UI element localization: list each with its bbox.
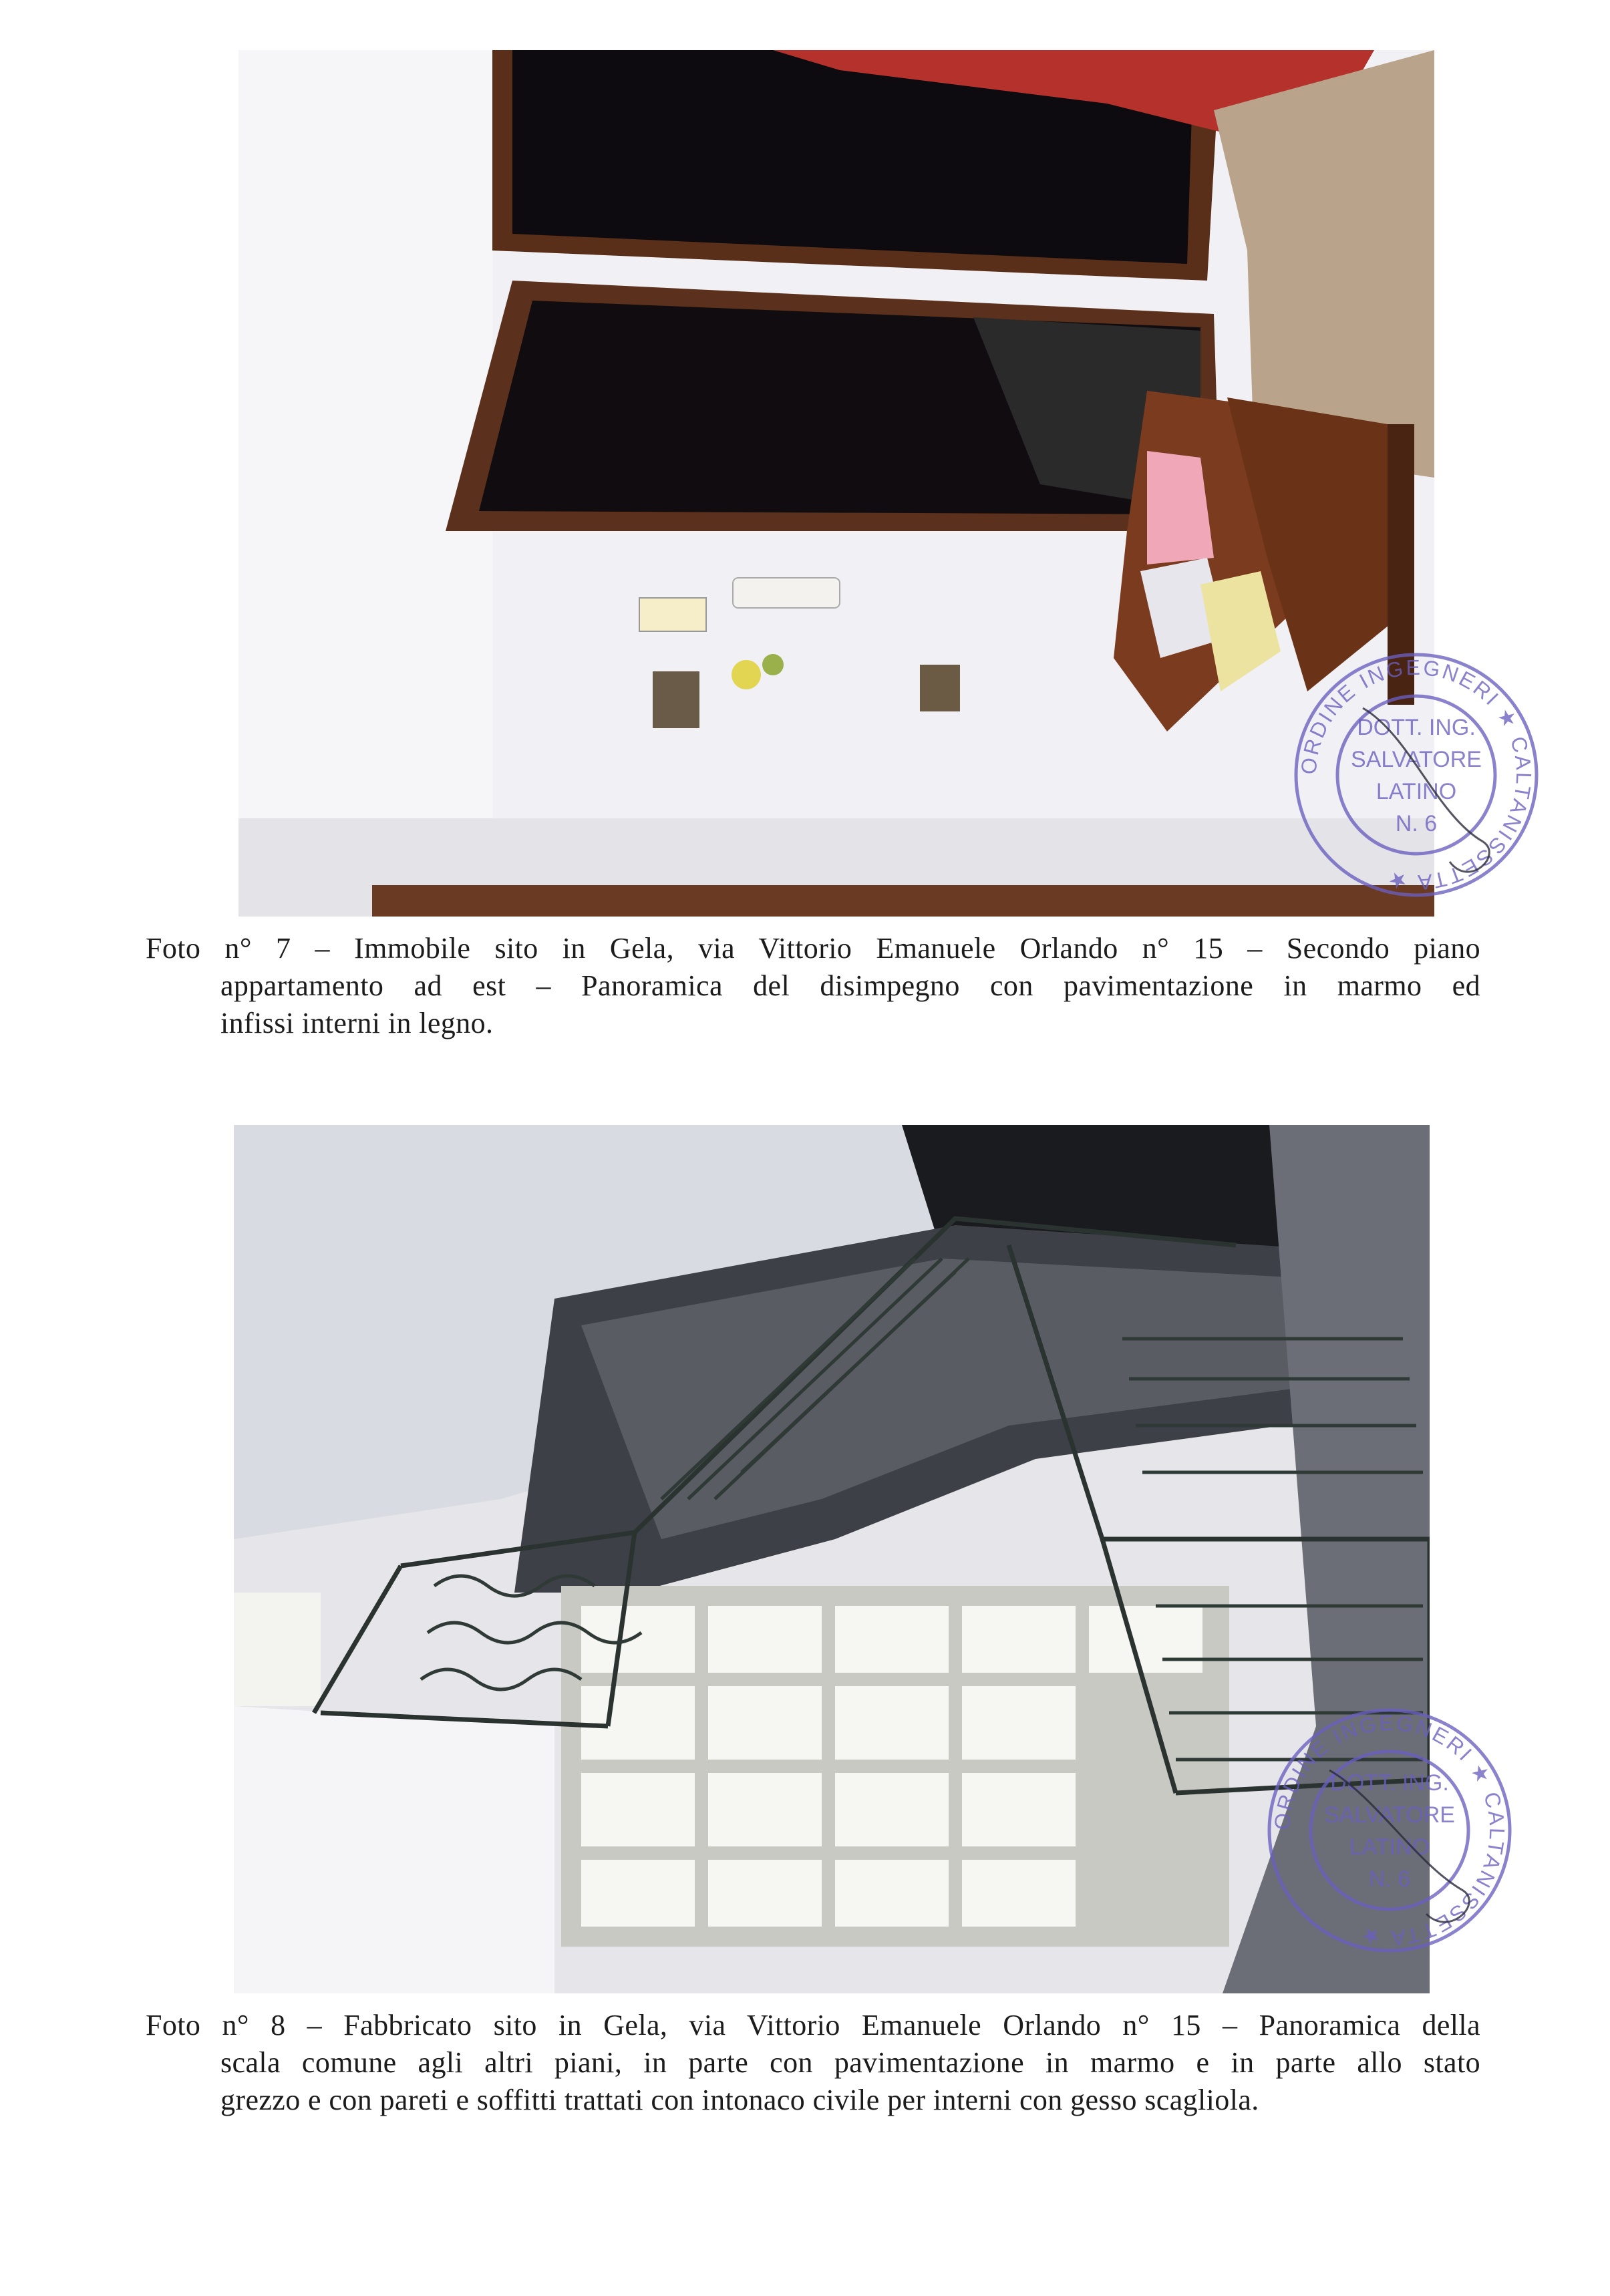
svg-text:N. 6: N. 6 bbox=[1395, 811, 1438, 836]
svg-text:LATINO: LATINO bbox=[1376, 779, 1457, 804]
stamp-seal-graphic bbox=[1256, 1697, 1523, 1964]
svg-text:ORDINE INGEGNERI ★ CALTANISSET: ORDINE INGEGNERI ★ CALTANISSETTA ★ bbox=[1296, 655, 1537, 895]
caption-line: scala comune agli altri piani, in parte con pavimentazione in marmo e in parte allo stato bbox=[220, 2046, 1480, 2079]
svg-text:LATINO: LATINO bbox=[1349, 1834, 1430, 1860]
engineer-stamp-seal bbox=[1283, 641, 1550, 909]
photo-7 bbox=[238, 50, 1434, 917]
photo-7-image bbox=[238, 50, 1434, 917]
engineer-stamp-seal bbox=[1256, 1697, 1523, 1964]
svg-text:ORDINE INGEGNERI ★ CALTANISSET: ORDINE INGEGNERI ★ CALTANISSETTA ★ bbox=[1269, 1710, 1510, 1951]
photo-8-caption bbox=[146, 2007, 1480, 2119]
caption-line: appartamento ad est – Panoramica del disimpegno con pavimentazione in marmo ed bbox=[220, 969, 1480, 1002]
photo-8 bbox=[234, 1125, 1430, 1993]
svg-text:DOTT. ING.: DOTT. ING. bbox=[1330, 1770, 1449, 1796]
svg-text:DOTT. ING.: DOTT. ING. bbox=[1357, 715, 1476, 740]
photo-8-image bbox=[234, 1125, 1430, 1993]
photo-7-caption bbox=[146, 930, 1480, 1042]
svg-text:SALVATORE: SALVATORE bbox=[1351, 747, 1482, 772]
caption-line: grezzo e con pareti e soffitti trattati con intonaco civile per interni con gesso scagliola. bbox=[220, 2084, 1259, 2116]
caption-line: infissi interni in legno. bbox=[220, 1007, 494, 1039]
svg-text:SALVATORE: SALVATORE bbox=[1324, 1802, 1455, 1828]
svg-text:N. 6: N. 6 bbox=[1368, 1866, 1411, 1892]
caption-line: Foto n° 7 – Immobile sito in Gela, via Vittorio Emanuele Orlando n° 15 – Secondo piano bbox=[146, 932, 1480, 965]
caption-line: Foto n° 8 – Fabbricato sito in Gela, via Vittorio Emanuele Orlando n° 15 – Panoramica della bbox=[146, 2009, 1480, 2041]
stamp-seal-graphic bbox=[1283, 641, 1550, 909]
